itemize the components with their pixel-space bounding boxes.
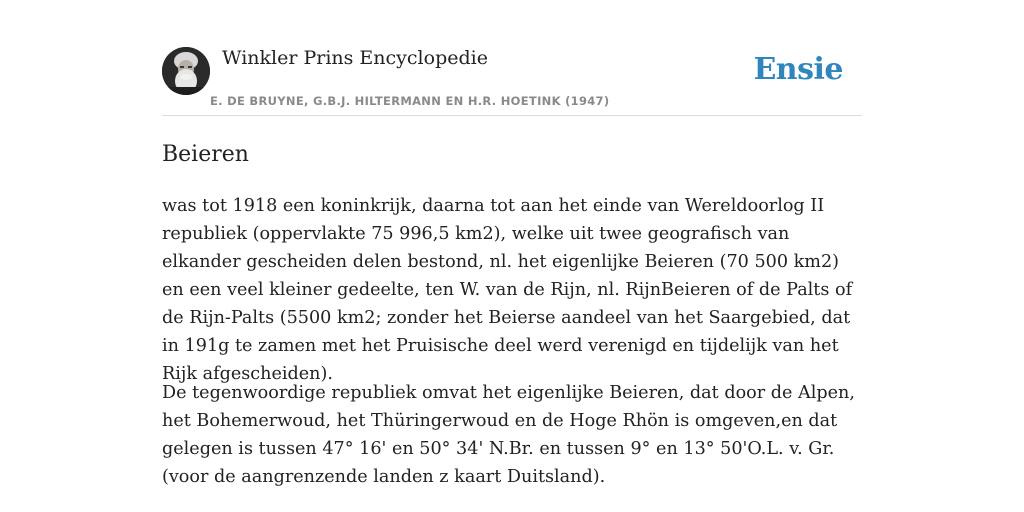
page	[162, 0, 862, 512]
article-paragraph-2: De tegenwoordige republiek omvat het eigenlijke Beieren, dat door de Alpen, het Bohemerwoud, het Thüringerwoud en de Hoge Rhön is omgeven,en dat gelegen is tussen 47° 16' en 50° 34' N.Br. en tussen 9° en 13° 50'O.L. v. Gr. (voor de aangrenzende landen z kaart Duitsland).	[162, 383, 855, 487]
authors-byline: E. DE BRUYNE, G.B.J. HILTERMANN EN H.R. HOETINK (1947)	[210, 94, 610, 108]
site-header	[162, 0, 862, 116]
brand-logo-link[interactable]: Ensie	[753, 52, 843, 87]
article-paragraph-1: was tot 1918 een koninkrijk, daarna tot aan het einde van Wereldoorlog II republiek (oppervlakte 75 996,5 km2), welke uit twee geografisch van elkander gescheiden delen bestond, nl. het eigenlijke Beieren (70 500 km2) en een veel kleiner gedeelte, ten W. van de Rijn, nl. RijnBeieren of de Palts of de Rijn-Palts (5500 km2; zonder het Beierse aandeel van het Saargebied, dat in 191g te zamen met het Pruisische deel werd verenigd en tijdelijk van het Rijk afgescheiden).	[162, 196, 853, 384]
portrait-avatar-icon[interactable]	[162, 47, 210, 95]
site-title[interactable]: Winkler Prins Encyclopedie	[222, 47, 488, 69]
article-title: Beieren	[162, 142, 249, 167]
